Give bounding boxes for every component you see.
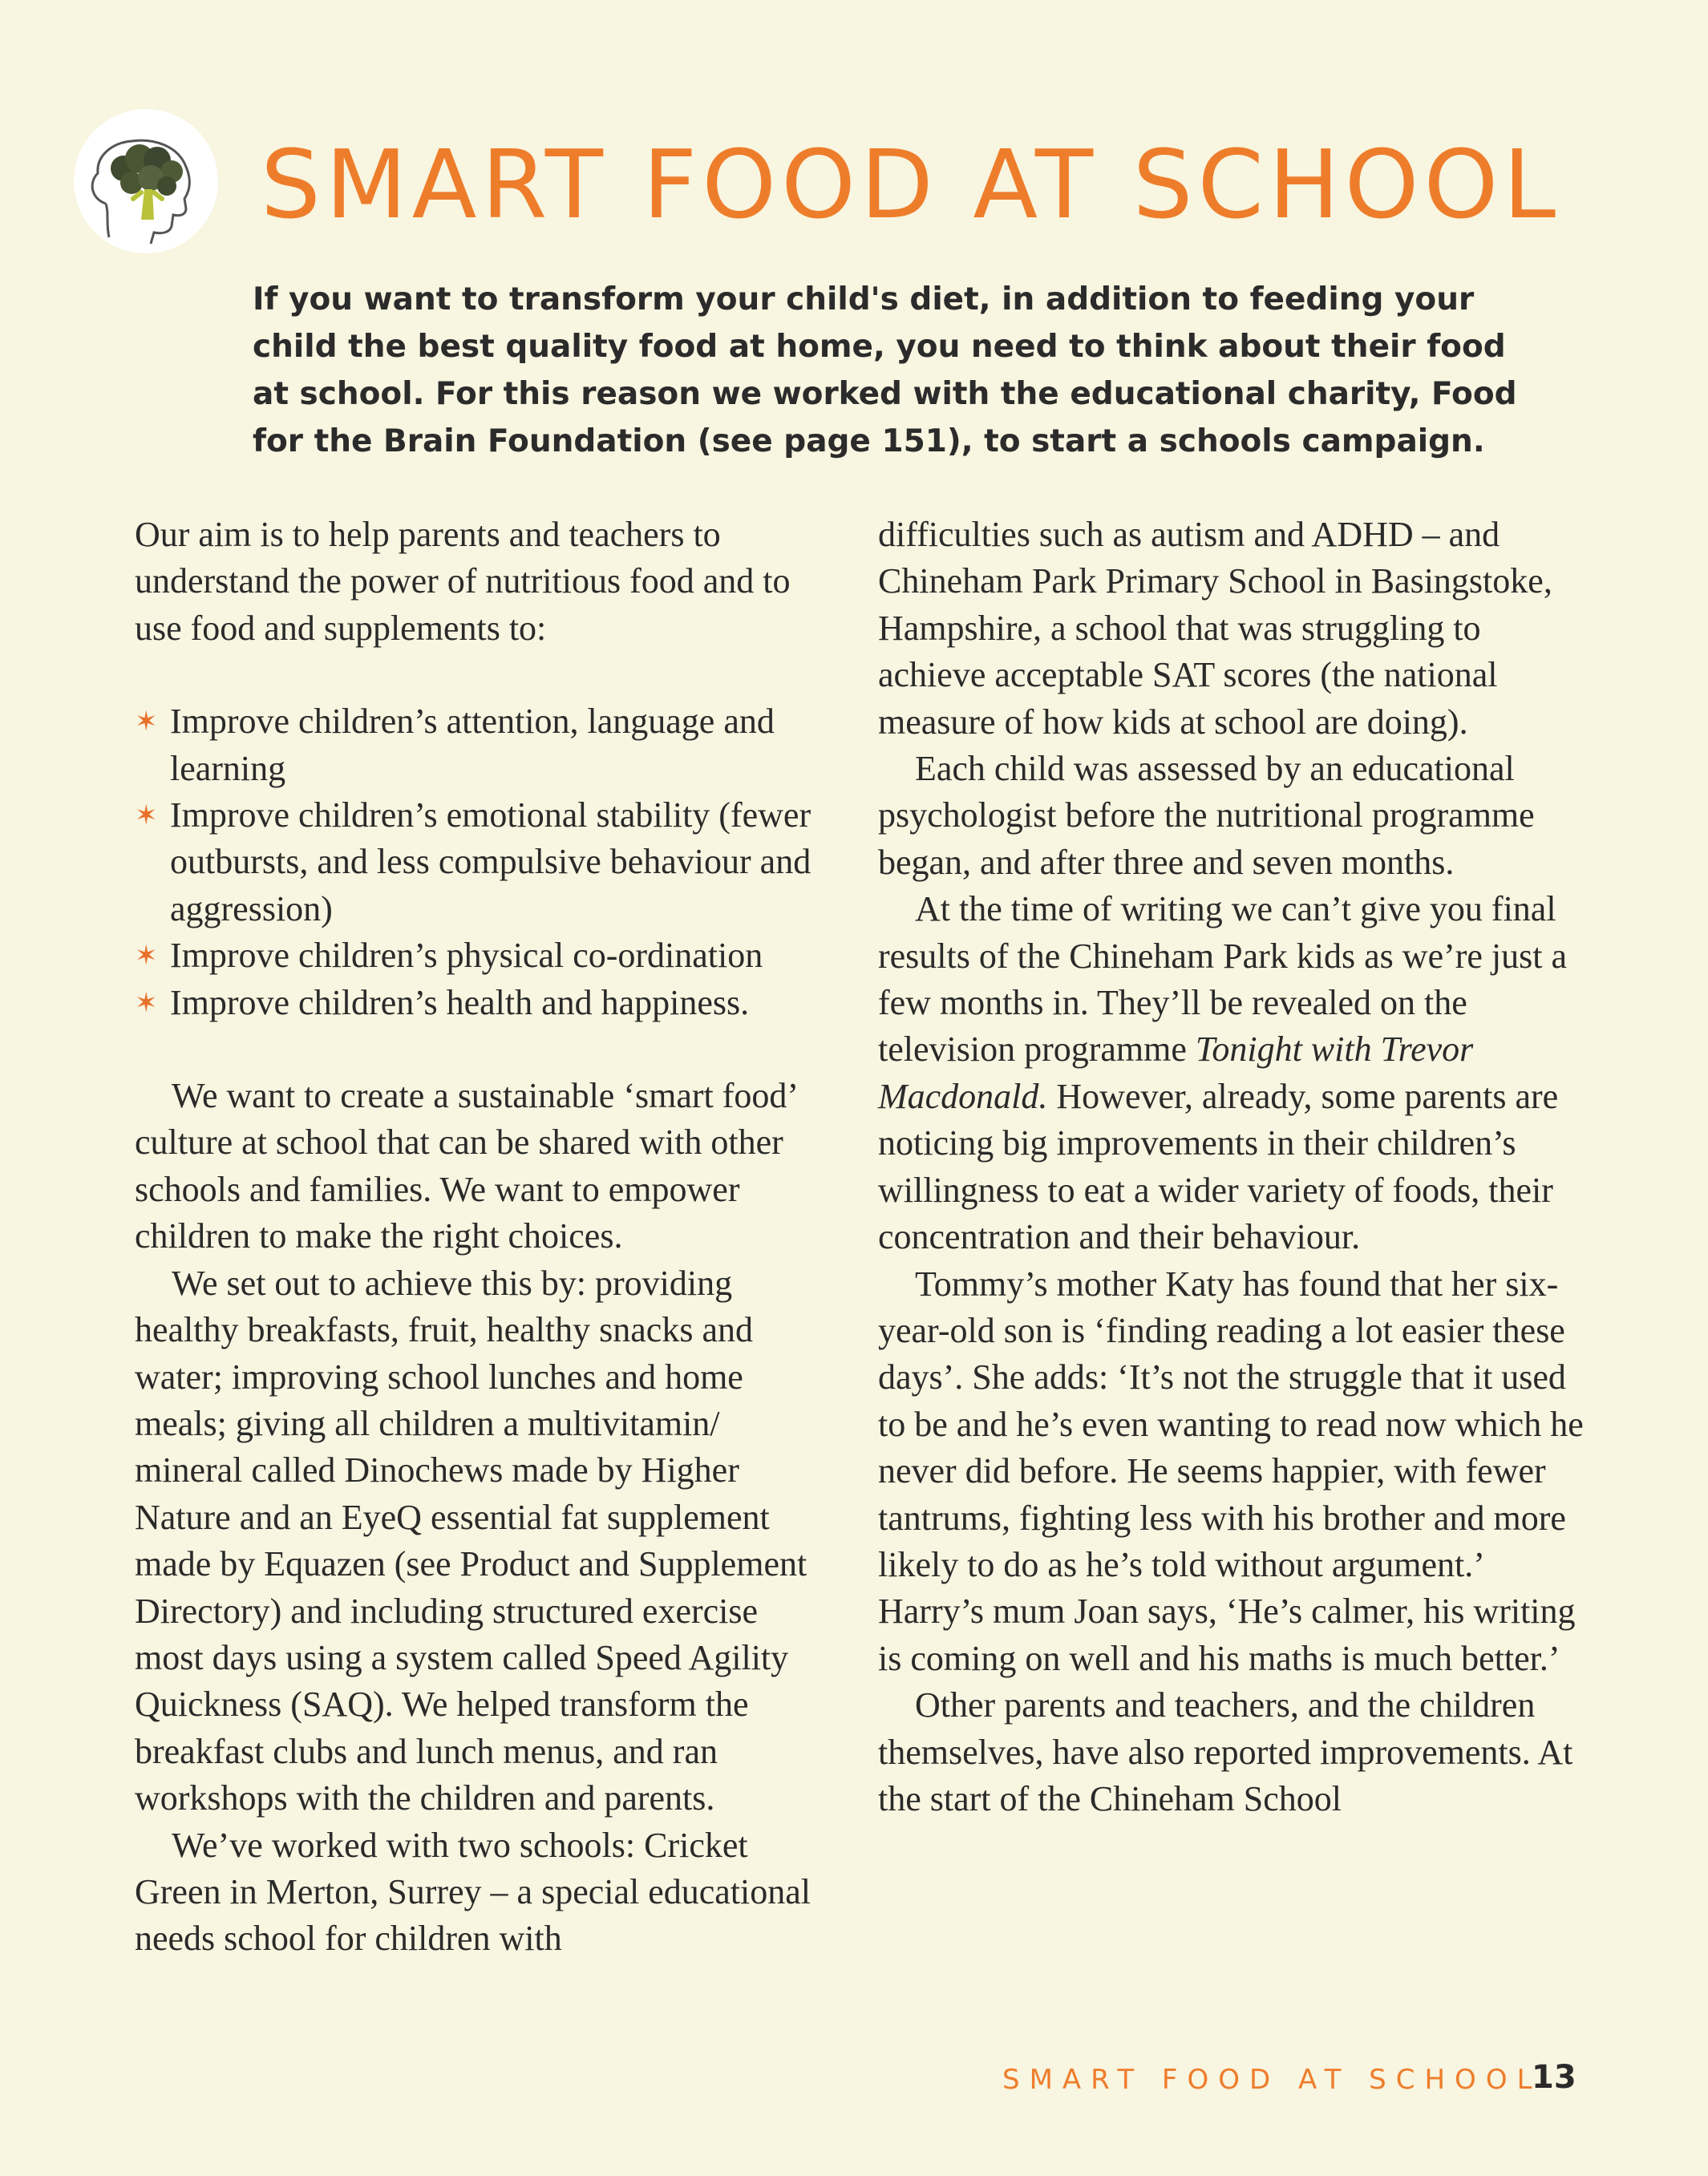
asterisk-bullet-icon: ✶ <box>135 986 158 1019</box>
right-paragraph-5: Other parents and teachers, and the children themselves, have also reported improvements. At the start of the Chineham School <box>878 1685 1573 1818</box>
list-item <box>135 792 824 932</box>
list-item-text: Improve children’s physical co-ordination <box>170 936 763 976</box>
right-paragraph-3-start: At the time of writing we can’t give you final results of the Chineham Park kids as we’re just a few months in. They’ll be revealed on the television programme <box>878 889 1568 1070</box>
right-paragraph-4: Tommy’s mother Katy has found that her six-year-old son is ‘finding reading a lot easier these days’. She adds: ‘It’s not the struggle that it used to be and he’s even wanting to read now which he never did before. He seems happier, with fewer tantrums, fighting less with his brother and more likely to do as he’s told without argument.’ Harry’s mum Joan says, ‘He’s calmer, his writing is coming on well and his maths is much better.’ <box>878 1264 1584 1678</box>
list-item <box>135 980 824 1026</box>
right-column <box>878 512 1584 1822</box>
list-item-text: Improve children’s emotional stability (fewer outbursts, and less compulsive behaviour and aggression) <box>170 795 812 928</box>
left-paragraph-2: We want to create a sustainable ‘smart food’ culture at school that can be shared with other schools and families. We want to empower children to make the right choices. <box>135 1076 796 1256</box>
page-number: 13 <box>1532 2059 1576 2096</box>
left-column <box>135 512 824 1963</box>
broccoli-brain-svg <box>74 109 218 253</box>
right-paragraph-1: difficulties such as autism and ADHD – and Chineham Park Primary School in Basingstoke, Hampshire, a school that was struggling to achieve acceptable SAT scores (the national measure of how kids at school are doing). <box>878 515 1552 742</box>
left-paragraph-1: Our aim is to help parents and teachers to understand the power of nutritious food and to use food and supplements to: <box>135 515 791 648</box>
asterisk-bullet-icon: ✶ <box>135 940 158 973</box>
page-title: SMART FOOD AT SCHOOL <box>261 129 1561 240</box>
list-item <box>135 932 824 979</box>
left-paragraph-3: We set out to achieve this by: providing healthy breakfasts, fruit, healthy snacks and water; improving school lunches and home meals; giving all children a multivitamin/ mineral called Dinochews made by Higher Nature and an EyeQ essential fat supplement made by Equazen (see Product and Supplement Directory) and including structured exercise most days using a system called Speed Agility Quickness (SAQ). We helped transform the breakfast clubs and lunch menus, and ran workshops with the children and parents. <box>135 1263 807 1818</box>
right-paragraph-2: Each child was assessed by an educational psychologist before the nutritional programme began, and after three and seven months. <box>878 749 1535 882</box>
running-footer-title: SMART FOOD AT SCHOOL <box>1002 2064 1542 2096</box>
right-paragraph-3 <box>878 886 1584 1260</box>
right-paragraph-3-end: However, already, some parents are noticing big improvements in their children’s willingness to eat a wider variety of foods, their concentration and their behaviour. <box>878 1076 1559 1257</box>
list-item <box>135 698 824 792</box>
tv-programme-title: Tonight with Trevor Macdonald. <box>878 1029 1474 1116</box>
broccoli-brain-head-icon <box>74 109 218 253</box>
benefits-list <box>135 698 824 1026</box>
list-item-text: Improve children’s attention, language and learning <box>170 702 775 788</box>
asterisk-bullet-icon: ✶ <box>135 799 158 832</box>
asterisk-bullet-icon: ✶ <box>135 706 158 738</box>
intro-paragraph: If you want to transform your child's diet, in addition to feeding your child the best quality food at home, you need to think about their food at school. For this reason we worked with the educational charity, Food for the Brain Foundation (see page 151), to start a schools campaign. <box>253 281 1517 459</box>
list-item-text: Improve children’s health and happiness. <box>170 982 750 1022</box>
left-paragraph-4: We’ve worked with two schools: Cricket Green in Merton, Surrey – a special educational needs school for children with <box>135 1825 812 1959</box>
